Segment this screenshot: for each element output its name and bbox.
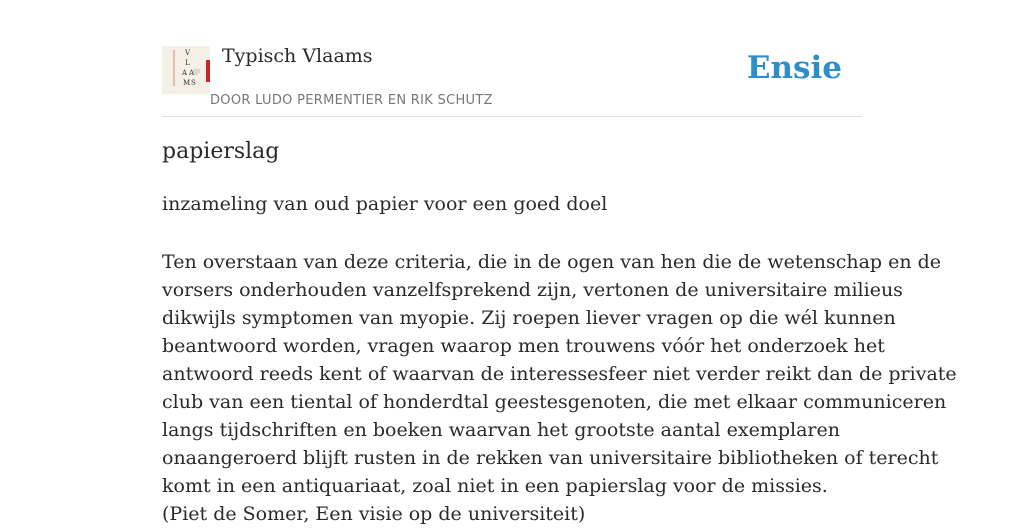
entry-quote: [162, 248, 957, 528]
svg-text:A: A: [189, 69, 195, 77]
book-cover-icon[interactable]: [162, 46, 210, 94]
quote-line: beantwoord worden, vragen waarop men trouwens vóór het onderzoek het: [162, 335, 885, 357]
svg-text:L: L: [185, 59, 190, 67]
quote-line: antwoord reeds kent of waarvan de interessesfeer niet verder reikt dan de private: [162, 363, 957, 385]
header: [162, 0, 862, 117]
entry-lemma: papierslag: [162, 139, 280, 164]
quote-line: onaangeroerd blijft rusten in de rekken van universitaire bibliotheken of terecht: [162, 447, 939, 469]
entry-card: [162, 0, 957, 525]
quote-line: langs tijdschriften en boeken waarvan het grootste aantal exemplaren: [162, 419, 840, 441]
svg-text:S: S: [191, 79, 196, 87]
svg-text:M: M: [183, 79, 191, 87]
brand-logo[interactable]: Ensie: [746, 50, 842, 86]
quote-line: komt in een antiquariaat, zoal niet in een papierslag voor de missies.: [162, 475, 828, 497]
svg-text:V: V: [185, 49, 191, 57]
quote-line: club van een tiental of honderdtal geestesgenoten, die met elkaar communiceren: [162, 391, 947, 413]
quote-line: Ten overstaan van deze criteria, die in de ogen van hen die de wetenschap en de: [162, 251, 942, 273]
svg-text:A: A: [182, 69, 188, 77]
quote-line: vorsers onderhouden vanzelfsprekend zijn, vertonen de universitaire milieus: [162, 279, 903, 301]
quote-line: dikwijls symptomen van myopie. Zij roepen liever vragen op die wél kunnen: [162, 307, 896, 329]
entry-definition: inzameling van oud papier voor een goed doel: [162, 193, 608, 215]
book-authors: DOOR LUDO PERMENTIER EN RIK SCHUTZ: [210, 93, 493, 108]
quote-source: (Piet de Somer, Een visie op de universiteit): [162, 503, 586, 525]
book-title[interactable]: Typisch Vlaams: [222, 45, 373, 67]
